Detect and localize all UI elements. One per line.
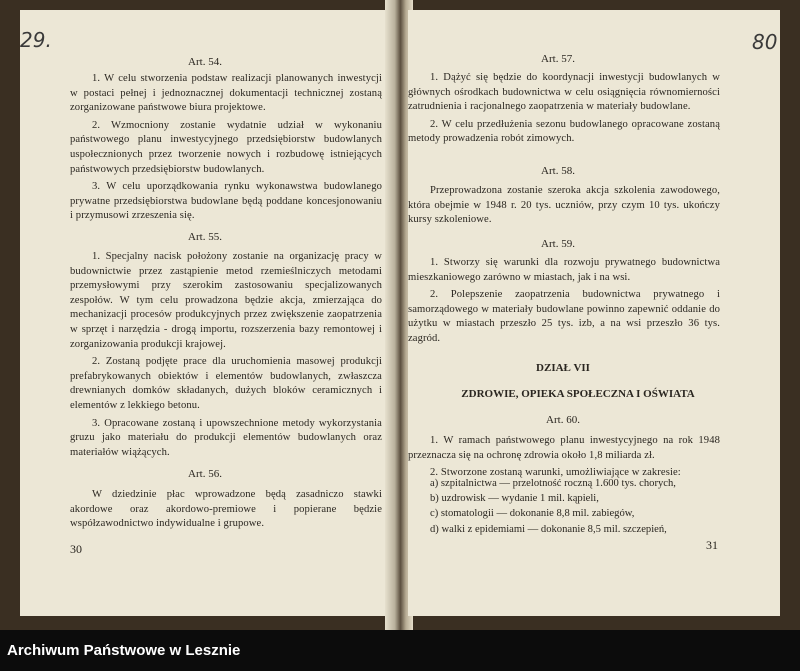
handwritten-folio-number: 29.	[20, 28, 52, 52]
article-heading: Art. 57.	[541, 53, 575, 65]
page-number: 31	[706, 538, 718, 552]
list-item: c) stomatologii — dokonanie 8,8 mil. zabiegów,	[430, 508, 635, 520]
article-heading: Art. 58.	[541, 165, 575, 177]
section-label: DZIAŁ VII	[536, 362, 590, 374]
section-title: ZDROWIE, OPIEKA SPOŁECZNA I OŚWIATA	[461, 388, 695, 400]
paragraph: 1. Dążyć się będzie do koordynacji inwestycji budowlanych w głównych ośrodkach budownictwa w celu osiągnięcia równomierności zatrudnienia i racjonalnego zaopatrzenia w materiały budowlane.	[408, 72, 720, 113]
article-heading: Art. 59.	[541, 238, 575, 250]
paragraph: 2. W celu przedłużenia sezonu budowlanego opracowane zostaną metody prowadzenia robót zimowych.	[408, 118, 720, 145]
article-body	[70, 250, 382, 463]
article-heading: Art. 56.	[188, 468, 222, 480]
paragraph: 1. W ramach państwowego planu inwestycyjnego na rok 1948 przeznacza się na ochronę zdrowia około 1,8 miliarda zł.	[408, 435, 720, 461]
paragraph: 3. W celu uporządkowania rynku wykonawstwa budowlanego prywatne przedsiębiorstwa budowlane będą poddane koncesjonowaniu i przymusowi zrzeszenia się.	[70, 181, 382, 222]
list-item: d) walki z epidemiami — dokonanie 8,5 mil. szczepień,	[430, 523, 667, 535]
right-page	[408, 10, 780, 616]
paragraph: Przeprowadzona zostanie szeroka akcja szkolenia zawodowego, która obejmie w 1948 r. 20 tys. uczniów, przy czym 10 tys. ukończy kursy szkoleniowe.	[408, 185, 720, 226]
enumerated-list	[430, 476, 730, 537]
article-heading: Art. 60.	[546, 414, 580, 426]
paragraph: W dziedzinie płac wprowadzone będą zasadniczo stawki akordowe oraz akordowo-premiowe i popierane będzie współzawodnictwo indywidualne i grupowe.	[70, 489, 382, 530]
article-heading: Art. 55.	[188, 231, 222, 243]
archive-caption: Archiwum Państwowe w Lesznie	[7, 642, 241, 659]
paragraph: 2. Polepszenie zaopatrzenia budownictwa prywatnego i samorządowego w materiały budowlane powinno zapewnić oddanie do użytku w miastach przeszło 25 tys. izb, a na wsi przeszło 36 tys. zagród.	[408, 289, 720, 344]
article-body	[70, 72, 382, 227]
paragraph: 1. Stworzy się warunki dla rozwoju prywatnego budownictwa mieszkaniowego zarówno w miastach, jak i na wsi.	[408, 257, 720, 283]
paragraph: 2. Stworzone zostaną warunki, umożliwiające w zakresie:	[430, 467, 681, 479]
paragraph: 2. Wzmocniony zostanie wydatnie udział w wykonaniu państwowego planu inwestycyjnego przedsiębiorstw budowlanych uspołecznionych przez tworzenie nowych i rozbudowę istniejących państwowych przedsiębiorstw budowlanych.	[70, 119, 382, 175]
article-body	[408, 184, 720, 231]
article-body	[70, 488, 382, 535]
left-page	[20, 10, 390, 616]
page-number: 30	[70, 542, 82, 556]
paragraph: 2. Zostaną podjęte prace dla uruchomienia masowej produkcji prefabrykowanych obiektów i elementów budowlanych, zwłaszcza drewnianych domków składanych, dużych bloków ceramicznych i elementów z lekkiego betonu.	[70, 356, 382, 411]
article-heading: Art. 54.	[188, 56, 222, 68]
handwritten-folio-number: 80	[752, 30, 778, 54]
paragraph: 1. W celu stworzenia podstaw realizacji planowanych inwestycji w postaci pełnej i jednoznacznej dokumentacji technicznej zostaną zorganizowane państwowe biura projektowe.	[70, 73, 382, 114]
article-body	[408, 256, 720, 350]
paragraph: 1. Specjalny nacisk położony zostanie na organizację pracy w budownictwie przez zastąpienie metod rzemieślniczych metodami przemysłowymi przy szerokim zastosowaniu specjalizowanych zespołów. W tym celu prowadzona będzie akcja, zmierzająca do mechanizacji procesów produkcyjnych przez zwiększenie zaopatrzenia w sprzęt i narzędzia - drogą importu, rozszerzenia bazy remontowej i zorganizowania produkcji krajowej.	[70, 251, 382, 350]
paragraph: 3. Opracowane zostaną i upowszechnione metody wykorzystania gruzu jako materiału do produkcji elementów budowlanych oraz materiałów wiążących.	[70, 417, 382, 458]
article-body	[408, 71, 720, 150]
list-item: a) szpitalnictwa — przelotność roczną 1.600 tys. chorych,	[430, 478, 676, 489]
list-item: b) uzdrowisk — wydanie 1 mil. kąpieli,	[430, 493, 599, 505]
